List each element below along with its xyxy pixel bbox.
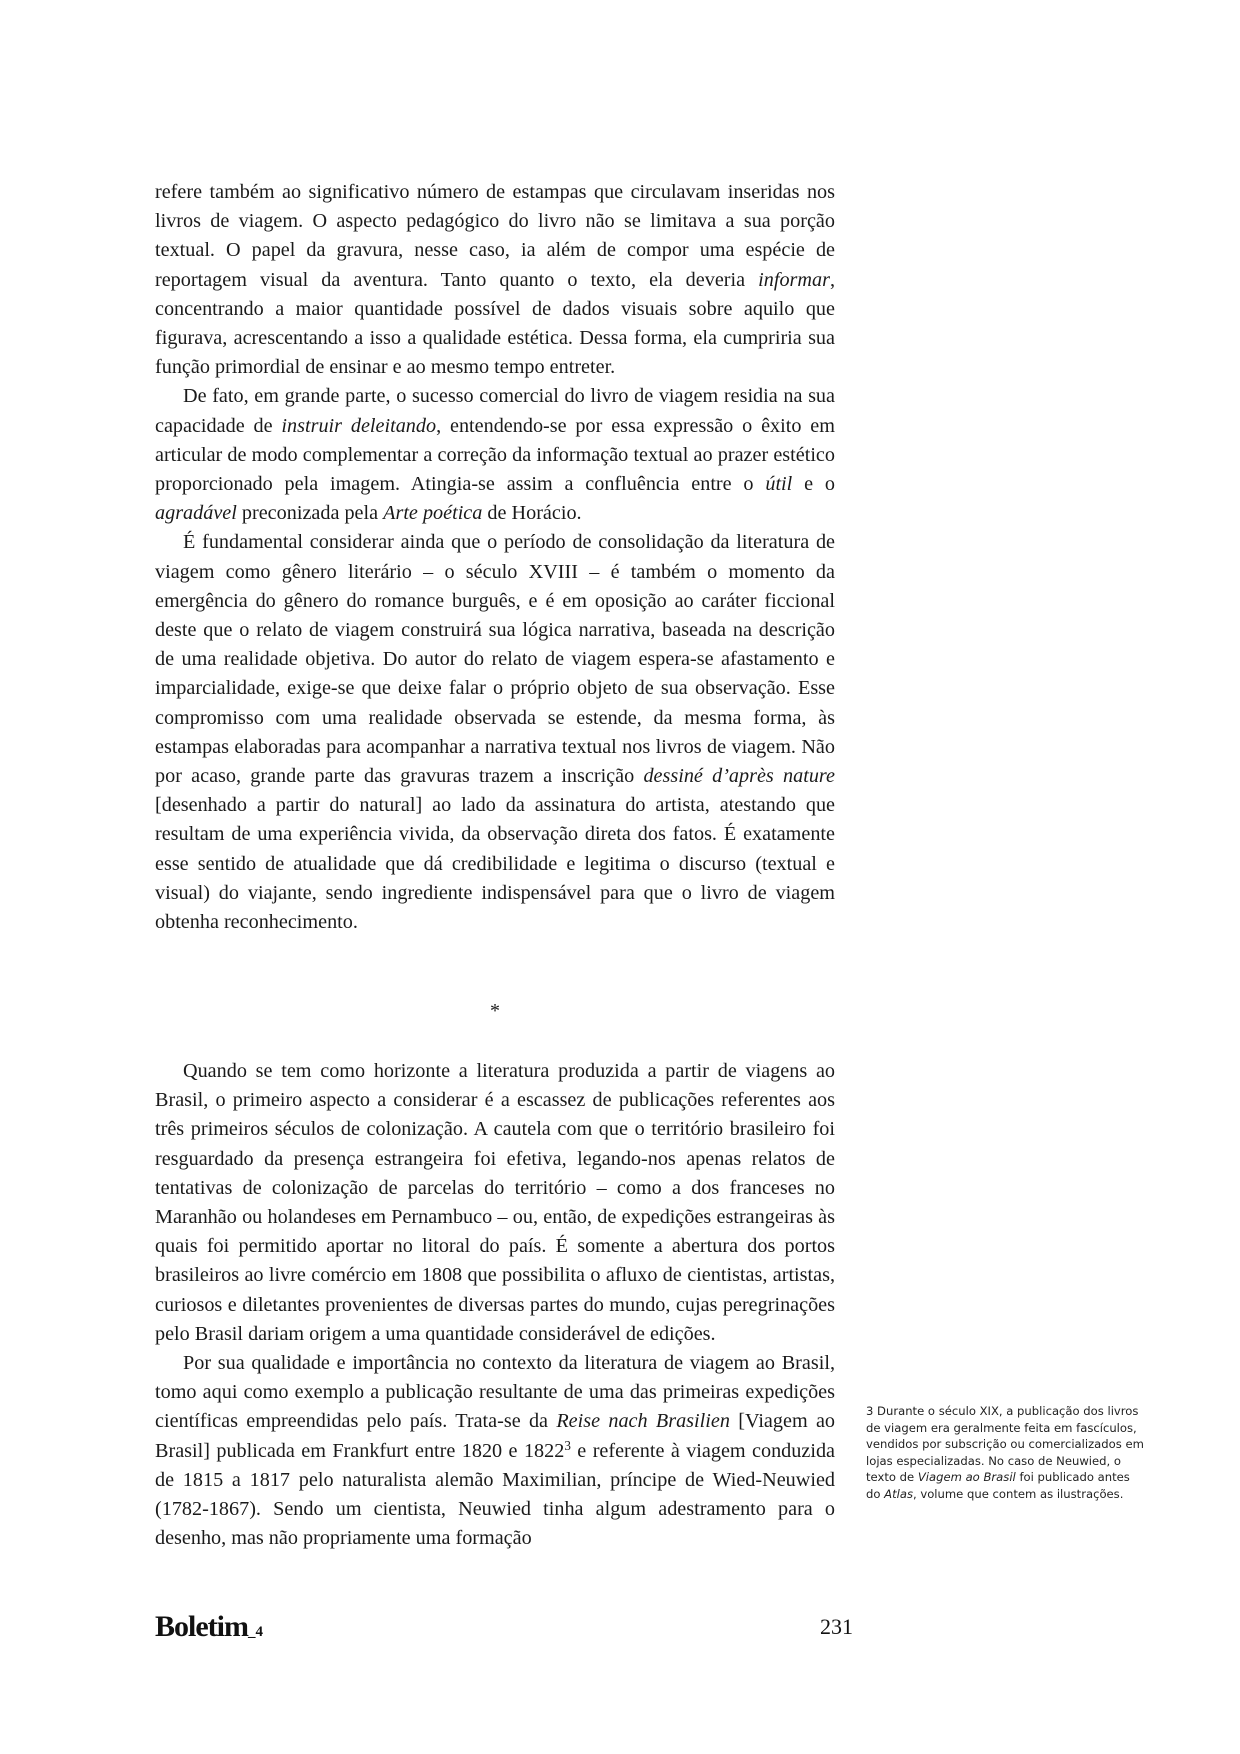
- main-text-top: [155, 178, 835, 937]
- footnote-reference: 3: [564, 1437, 571, 1453]
- main-text-bottom: [155, 1057, 835, 1553]
- paragraph: De fato, em grande parte, o sucesso comercial do livro de viagem residia na sua capacidade de instruir deleitando, entendendo-se por essa expressão o êxito em articular de modo complementar a correção da informação textual ao prazer estético proporcionado pela imagem. Atingia-se assim a confluência entre o útil e o agradável preconizada pela Arte poética de Horácio.: [155, 385, 835, 525]
- footnote: 3 Durante o século XIX, a publicação dos livros de viagem era geralmente feita em fascículos, vendidos por subscrição ou comercializados em lojas especializadas. No caso de Neuwied, o texto de Viagem ao Brasil foi publicado antes do Atlas, volume que contem as ilustrações.: [866, 1404, 1144, 1501]
- paragraph: É fundamental considerar ainda que o período de consolidação da literatura de viagem como gênero literário – o século XVIII – é também o momento da emergência do gênero do romance burguês, e é em oposição ao caráter ficcional deste que o relato de viagem construirá sua lógica narrativa, baseada na descrição de uma realidade objetiva. Do autor do relato de viagem espera-se afastamento e imparcialidade, exige-se que deixe falar o próprio objeto de sua observação. Esse compromisso com uma realidade observada se estende, da mesma forma, às estampas elaboradas para acompanhar a narrativa textual nos livros de viagem. Não por acaso, grande parte das gravuras trazem a inscrição dessiné d’après nature [desenhado a partir do natural] ao lado da assinatura do artista, atestando que resultam de uma experiência vivida, da observação direta dos fatos. É exatamente esse sentido de atualidade que dá credibilidade e legitima o discurso (textual e visual) do viajante, sendo ingrediente indispensável para que o livro de viagem obtenha reconhecimento.: [155, 531, 835, 934]
- page-number: 231: [820, 1614, 853, 1639]
- section-separator: *: [490, 1000, 500, 1022]
- paragraph: Por sua qualidade e importância no contexto da literatura de viagem ao Brasil, tomo aqui como exemplo a publicação resultante de uma das primeiras expedições científicas empreendidas pelo país. Trata-se da Reise nach Brasilien [Viagem ao Brasil] publicada em Frankfurt entre 1820 e 1822$^3$ e referente à viagem conduzida de 1815 a 1817 pelo naturalista alemão Maximilian, príncipe de Wied-Neuwied (1782-1867). Sendo um cientista, Neuwied tinha algum adestramento para o desenho, mas não propriamente uma formação: [155, 1352, 836, 1550]
- journal-logo: Boletim_4: [155, 1610, 263, 1643]
- paragraph: Quando se tem como horizonte a literatura produzida a partir de viagens ao Brasil, o primeiro aspecto a considerar é a escassez de publicações referentes aos três primeiros séculos de colonização. A cautela com que o território brasileiro foi resguardado da presença estrangeira foi efetiva, legando-nos apenas relatos de tentativas de colonização de parcelas do território – como a dos franceses no Maranhão ou holandeses em Pernambuco – ou, então, de expedições estrangeiras às quais foi permitido aportar no litoral do país. É somente a abertura dos portos brasileiros ao livre comércio em 1808 que possibilita o afluxo de cientistas, artistas, curiosos e diletantes provenientes de diversas partes do mundo, cujas peregrinações pelo Brasil dariam origem a uma quantidade considerável de edições.: [155, 1060, 835, 1345]
- paragraph: refere também ao significativo número de estampas que circulavam inseridas nos livros de viagem. O aspecto pedagógico do livro não se limitava a sua porção textual. O papel da gravura, nesse caso, ia além de compor uma espécie de reportagem visual da aventura. Tanto quanto o texto, ela deveria informar, concentrando a maior quantidade possível de dados visuais sobre aquilo que figurava, acrescentando a isso a qualidade estética. Dessa forma, ela cumpriria sua função primordial de ensinar e ao mesmo tempo entreter.: [155, 181, 835, 379]
